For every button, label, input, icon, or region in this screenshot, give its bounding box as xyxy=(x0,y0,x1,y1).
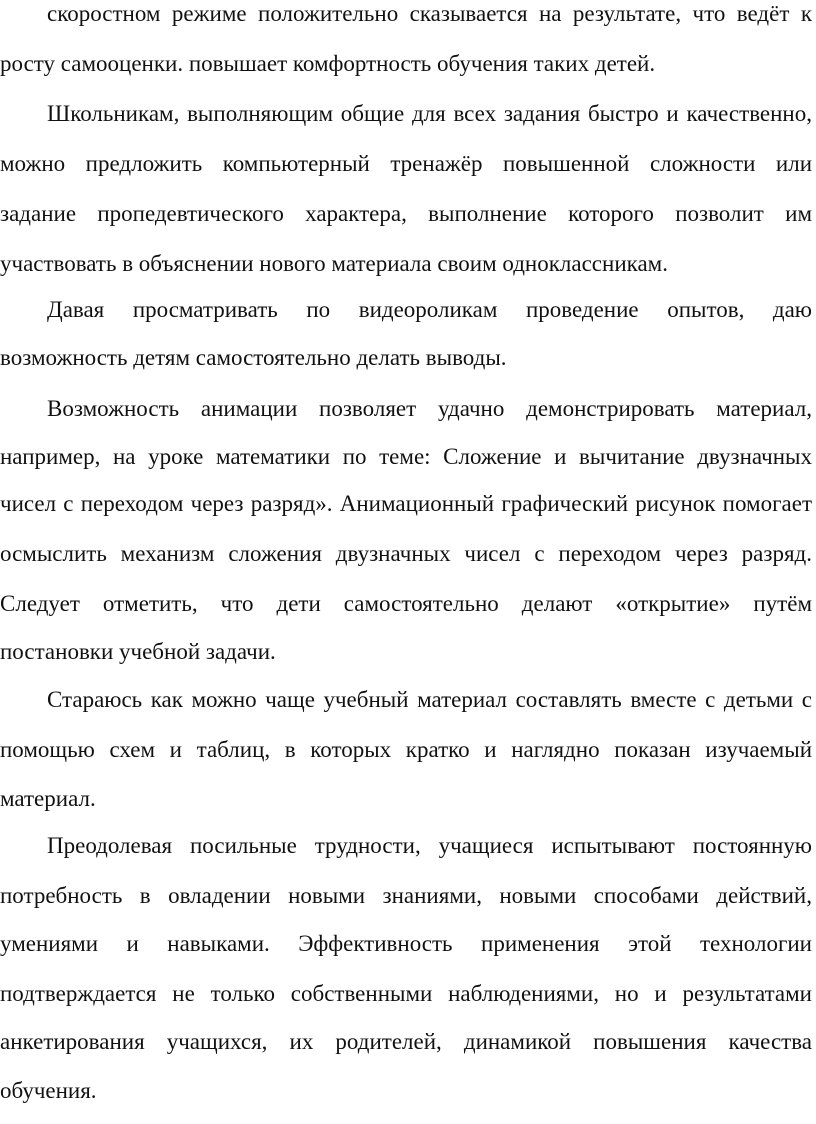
text-line: материал. xyxy=(0,786,96,811)
text-line: Давая просматривать по видеороликам проведение опытов, даю xyxy=(47,297,812,322)
text-line: умениями и навыками. Эффективность применения этой технологии xyxy=(0,931,812,956)
text-line: Возможность анимации позволяет удачно демонстрировать материал, xyxy=(47,396,812,421)
text-line: анкетирования учащихся, их родителей, динамикой повышения качества xyxy=(0,1029,812,1054)
text-line: можно предложить компьютерный тренажёр повышенной сложности или xyxy=(0,151,812,176)
text-line: Следует отметить, что дети самостоятельно делают «открытие» путём xyxy=(0,591,812,616)
text-line: скоростном режиме положительно сказывается на результате, что ведёт к xyxy=(47,1,812,26)
text-line: росту самооценки. повышает комфортность обучения таких детей. xyxy=(0,51,656,76)
text-line: чисел с переходом через разряд». Анимационный графический рисунок помогает xyxy=(0,491,812,516)
text-line: участвовать в объяснении нового материала своим одноклассникам. xyxy=(0,251,668,276)
text-line: Стараюсь как можно чаще учебный материал составлять вместе с детьми с xyxy=(47,687,812,712)
text-line: постановки учебной задачи. xyxy=(0,639,276,664)
text-line: осмыслить механизм сложения двузначных чисел с переходом через разряд. xyxy=(0,541,812,566)
text-line: подтверждается не только собственными наблюдениями, но и результатами xyxy=(0,981,812,1006)
text-line: возможность детям самостоятельно делать выводы. xyxy=(0,345,507,370)
text-line: потребность в овладении новыми знаниями, новыми способами действий, xyxy=(0,883,812,908)
text-line: задание пропедевтического характера, выполнение которого позволит им xyxy=(0,201,812,226)
text-line: Преодолевая посильные трудности, учащиеся испытывают постоянную xyxy=(47,833,812,858)
text-line: например, на уроке математики по теме: Сложение и вычитание двузначных xyxy=(0,444,812,469)
text-line: Школьникам, выполняющим общие для всех задания быстро и качественно, xyxy=(47,101,812,126)
text-line: помощью схем и таблиц, в которых кратко и наглядно показан изучаемый xyxy=(0,737,812,762)
text-line: обучения. xyxy=(0,1078,97,1103)
